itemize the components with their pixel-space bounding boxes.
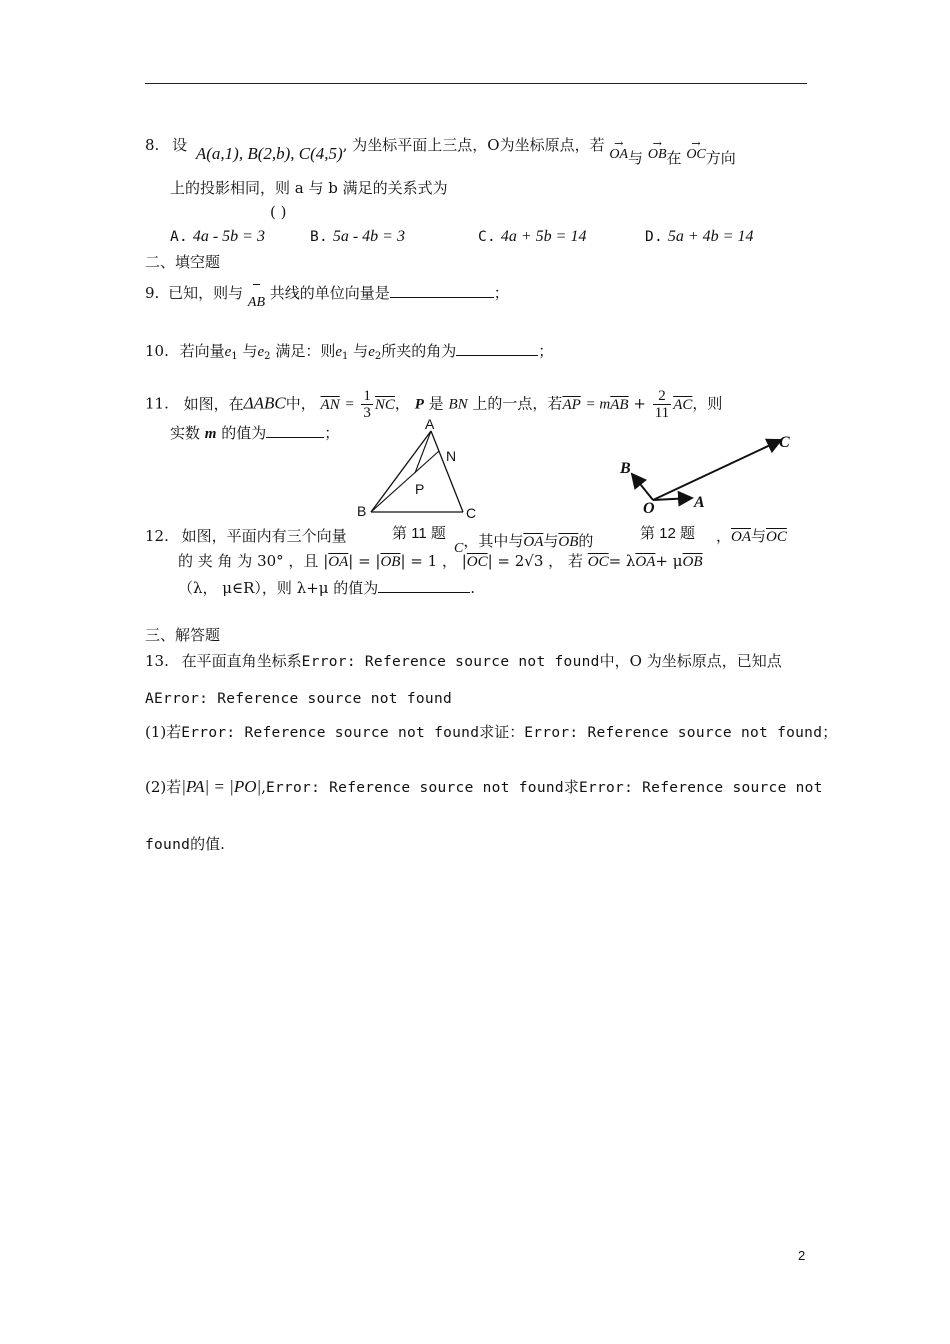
vector-oc (653, 440, 781, 500)
header-rule (145, 83, 807, 84)
fig12-label-b: B (620, 460, 631, 477)
q12-line1-cont: C ，其中与$\overline{OA}$与$\overline{OB}$的 (454, 532, 594, 556)
q8-option-c: C. 4a + 5b = 14 (478, 228, 587, 245)
vec-ab: AB (247, 295, 265, 310)
q10: 10. 若向量$e_1$ 与$e_2$ 满足：则$e_1$ 与$e_2$所夹的角为 ； (145, 342, 554, 362)
q11-line1: 11. 如图，在ΔABC中， $\overline{AN}$ = $\frac{1}{3}$ $\overline{NC}$， P 是 BN 上的一点，若$\overline{AP} = m\overline{AB}$ + $\frac{2}{11}$ $\overline{AC}$，则 (145, 388, 723, 421)
fig12-label-c: C (779, 434, 790, 451)
fig12-caption: 第 12 题 (636, 522, 699, 543)
q12-line3: （λ， μ∈R），则 λ+μ 的值为 . (178, 579, 476, 597)
vec-ob: → OB (647, 137, 667, 162)
q8-option-d: D. 5a + 4b = 14 (645, 228, 754, 245)
fig12-label-a: A (694, 494, 705, 511)
q9: 9. 已知，则与 AB 共线的单位向量是 ； (145, 284, 509, 310)
fig11-label-a: A (425, 416, 435, 432)
q13-part2-end: found的值. (145, 835, 225, 853)
q8-line2: 上的投影相同，则 a 与 b 满足的关系式为 (170, 179, 448, 197)
fig11-label-n: N (446, 448, 457, 464)
q13-line2: AError: Reference source not found (145, 691, 453, 707)
q11-answer-blank (266, 422, 324, 438)
q9-answer-blank (390, 282, 494, 298)
side-ab (371, 431, 431, 512)
frac-two-elevenths: $\frac{2}{11}$ (654, 388, 670, 421)
fig11-label-p: P (415, 481, 425, 497)
q12-line1: 12. 如图，平面内有三个向量 (145, 527, 347, 545)
q8-answer-paren: ( ) (270, 203, 287, 221)
q12-line1-end: ，$\overline{OA}$与$\overline{OC}$ (716, 527, 787, 545)
side-ac (431, 431, 463, 512)
vec-oa: → OA (609, 137, 629, 162)
fig11-label-b: B (357, 503, 367, 519)
segment-ap (415, 431, 431, 473)
fig11-caption: 第 11 题 (388, 522, 450, 543)
fig12-label-o: O (643, 500, 655, 517)
q8-points: A(a,1), B(2,b), C(4,5) (195, 144, 343, 163)
q10-answer-blank (456, 340, 538, 356)
fig11-label-c: C (466, 505, 477, 521)
q8-line1: 8. 设 A(a,1), B(2,b), C(4,5), 为坐标平面上三点，O为坐标原点，若 → OA 与 → OB 在 → OC 方向 (145, 136, 736, 167)
vector-ob (632, 474, 653, 500)
frac-one-third: $\frac{1}{3}$ (363, 388, 371, 421)
q12-line2: 的 夹 角 为 30° ，且 $|\overline{OA}| = |\overline{OB}| = 1$ ， $|\overline{OC}| = 2√3$ ， 若 $\overline{OC}= \lambda\overline{OA}+ \mu\overline{OB}$ (178, 552, 703, 570)
q8-option-b: B. 5a - 4b = 3 (310, 228, 405, 245)
q13-part1: (1)若Error: Reference source not found求证：Error: Reference source not found； (145, 723, 838, 741)
vec-oc: → OC (686, 137, 706, 162)
pa-equals-po: |PA| = |PO| (181, 777, 262, 796)
segment-bn (371, 451, 439, 512)
q11-line2: 实数 m 的值为 ； (170, 424, 340, 442)
section-solutions-title: 三、解答题 (145, 626, 221, 644)
page-number: 2 (798, 1248, 806, 1263)
q8-option-a: A. 4a - 5b = 3 (170, 228, 265, 245)
q13-part2: (2)若|PA| = |PO|,Error: Reference source not found求Error: Reference source not (145, 777, 823, 796)
q13-line1: 13. 在平面直角坐标系Error: Reference source not found中，O 为坐标原点，已知点 (145, 652, 782, 670)
section-fill-in-title: 二、填空题 (145, 253, 221, 271)
q8-number: 8. (145, 136, 160, 154)
q12-answer-blank (378, 577, 470, 593)
figure-12-vectors (610, 428, 800, 513)
